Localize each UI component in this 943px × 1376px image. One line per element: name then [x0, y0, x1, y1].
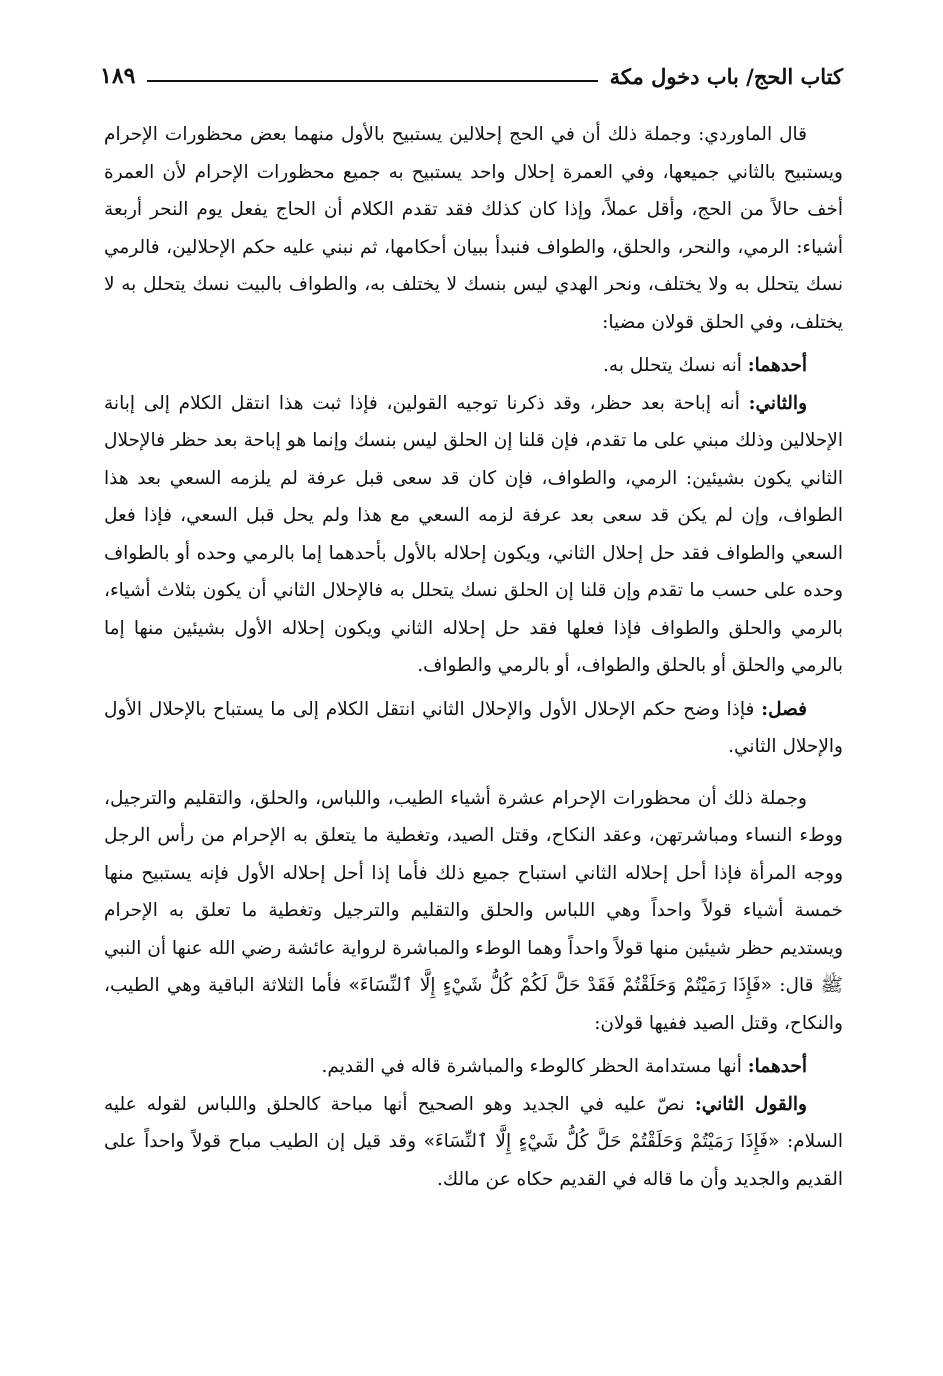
paragraph-second-opinion — [104, 1086, 843, 1199]
paragraph-section — [104, 691, 843, 766]
paragraph-text: فإذا وضح حكم الإحلال الأول والإحلال الثاني انتقل الكلام إلى ما يستباح بالإحلال الأول والإحلال الثاني. — [104, 698, 843, 757]
paragraph-text: وجملة ذلك أن محظورات الإحرام عشرة أشياء الطيب، واللباس، والحلق، والتقليم والترجيل، ووطء النساء ومباشرتهن، وعقد النكاح، وقتل الصيد، وتغطية ما يتعلق به الإحرام من رأس الرجل ووجه المرأة فإذا أحل إحلاله الثاني استباح جميع ذلك فأما إذا أحل إحلاله الأول فإنه يستبيح منها خمسة أشياء قولاً واحداً وهي اللباس والحلق والتقليم والترجيل وتغطية ما تعلق به الإحرام ويستديم حظر شيئين منها قولاً واحداً وهما الوطء والمباشرة لرواية عائشة رضي الله عنها أن النبي ﷺ قال: — [104, 787, 843, 996]
paragraph-text: نصّ عليه في الجديد وهو الصحيح أنها مباحة كالحلق واللباس لقوله عليه السلام: — [104, 1093, 844, 1152]
body-text — [104, 116, 843, 1198]
paragraph-text: وقد قيل إن الطيب مباح قولاً واحداً على القديم والجديد وأن ما قاله في القديم حكاه عن مالك. — [104, 1131, 843, 1190]
paragraph-text: فأما الثلاثة الباقية وهي الطيب، والنكاح، وقتل الصيد ففيها قولان: — [104, 975, 843, 1034]
header-rule — [147, 80, 597, 82]
page-number: ١٨٩ — [100, 63, 136, 89]
paragraph-text: أنها مستدامة الحظر كالوطء والمباشرة قاله في القديم. — [321, 1056, 742, 1077]
running-title: كتاب الحج/ باب دخول مكة — [609, 63, 843, 89]
paragraph-mawardi — [104, 116, 843, 341]
hadith-quote: «فَإِذَا رَمَيْتُمْ وَحَلَقْتُمْ حَلَّ كُلُّ شَيْءٍ إِلَّا ٱلنِّسَاءَ» — [423, 1131, 780, 1152]
paragraph-text: أنه إباحة بعد حظر، وقد ذكرنا توجيه القولين، فإذا ثبت هذا انتقل الكلام إلى إبانة الإحلالين وذلك مبني على ما تقدم، فإن قلنا إن الحلق ليس بنسك وإنما هو إباحة بعد حظر فالإحلال الثاني يكون بشيئين: الرمي، والطواف، فإن كان قد سعى قبل عرفة لم يلزمه السعي بعد هذا الطواف، وإن لم يكن قد سعى بعد عرفة لزمه السعي مع هذا ولم يحل قبل السعي، فإذا فعل السعي والطواف فقد حل إحلال الثاني، ويكون إحلاله بالأول بأحدهما إما بالرمي وحده أو بالطواف وحده على حسب ما تقدم وإن قلنا إن الحلق نسك يتحلل به فالإحلال الثاني أن يكون بثلاث أشياء، بالرمي والحلق والطواف فإذا فعلها فقد حل إحلاله الثاني ويكون إحلاله الأول بشيئين منها إما بالرمي والحلق أو بالحلق والطواف، أو بالرمي والطواف. — [104, 392, 843, 676]
hadith-quote: «فَإِذَا رَمَيْتُمْ وَحَلَقْتُمْ فَقَدْ حَلَّ لَكُمْ كُلُّ شَيْءٍ إِلَّا ٱلنِّسَاءَ» — [348, 975, 773, 996]
paragraph-lead: أحدهما: — [747, 355, 807, 376]
page-header — [100, 58, 843, 94]
paragraph-lead: أحدهما: — [747, 1056, 807, 1077]
paragraph-text: أنه نسك يتحلل به. — [603, 355, 742, 376]
paragraph-prohibitions — [104, 780, 843, 1043]
paragraph-lead: والقول الثاني: — [694, 1093, 807, 1115]
paragraph-lead: فصل: — [761, 698, 807, 720]
paragraph-lead: والثاني: — [748, 392, 807, 414]
paragraph-text: قال الماوردي: وجملة ذلك أن في الحج إحلالين يستبيح بالأول منهما بعض محظورات الإحرام ويستبيح بالثاني جميعها، وفي العمرة إحلال واحد يستبيح به جميع محظورات الإحرام لأن العمرة أخف حالاً من الحج، وأقل عملاً، وإذا كان كذلك فقد تقدم الكلام أن الحاج يفعل يوم النحر أربعة أشياء: الرمي، والنحر، والحلق، والطواف فنبدأ ببيان أحكامها، ثم نبني عليه حكم الإحلالين، فالرمي نسك يتحلل به ولا يختلف، ونحر الهدي ليس بنسك لا يختلف به، والطواف بالبيت نسك يتحلل به لا يختلف، وفي الحلق قولان مضيا: — [104, 124, 843, 333]
paragraph-first-opinion — [104, 1048, 843, 1086]
paragraph-first-view — [104, 347, 843, 385]
paragraph-second-view — [104, 385, 843, 685]
